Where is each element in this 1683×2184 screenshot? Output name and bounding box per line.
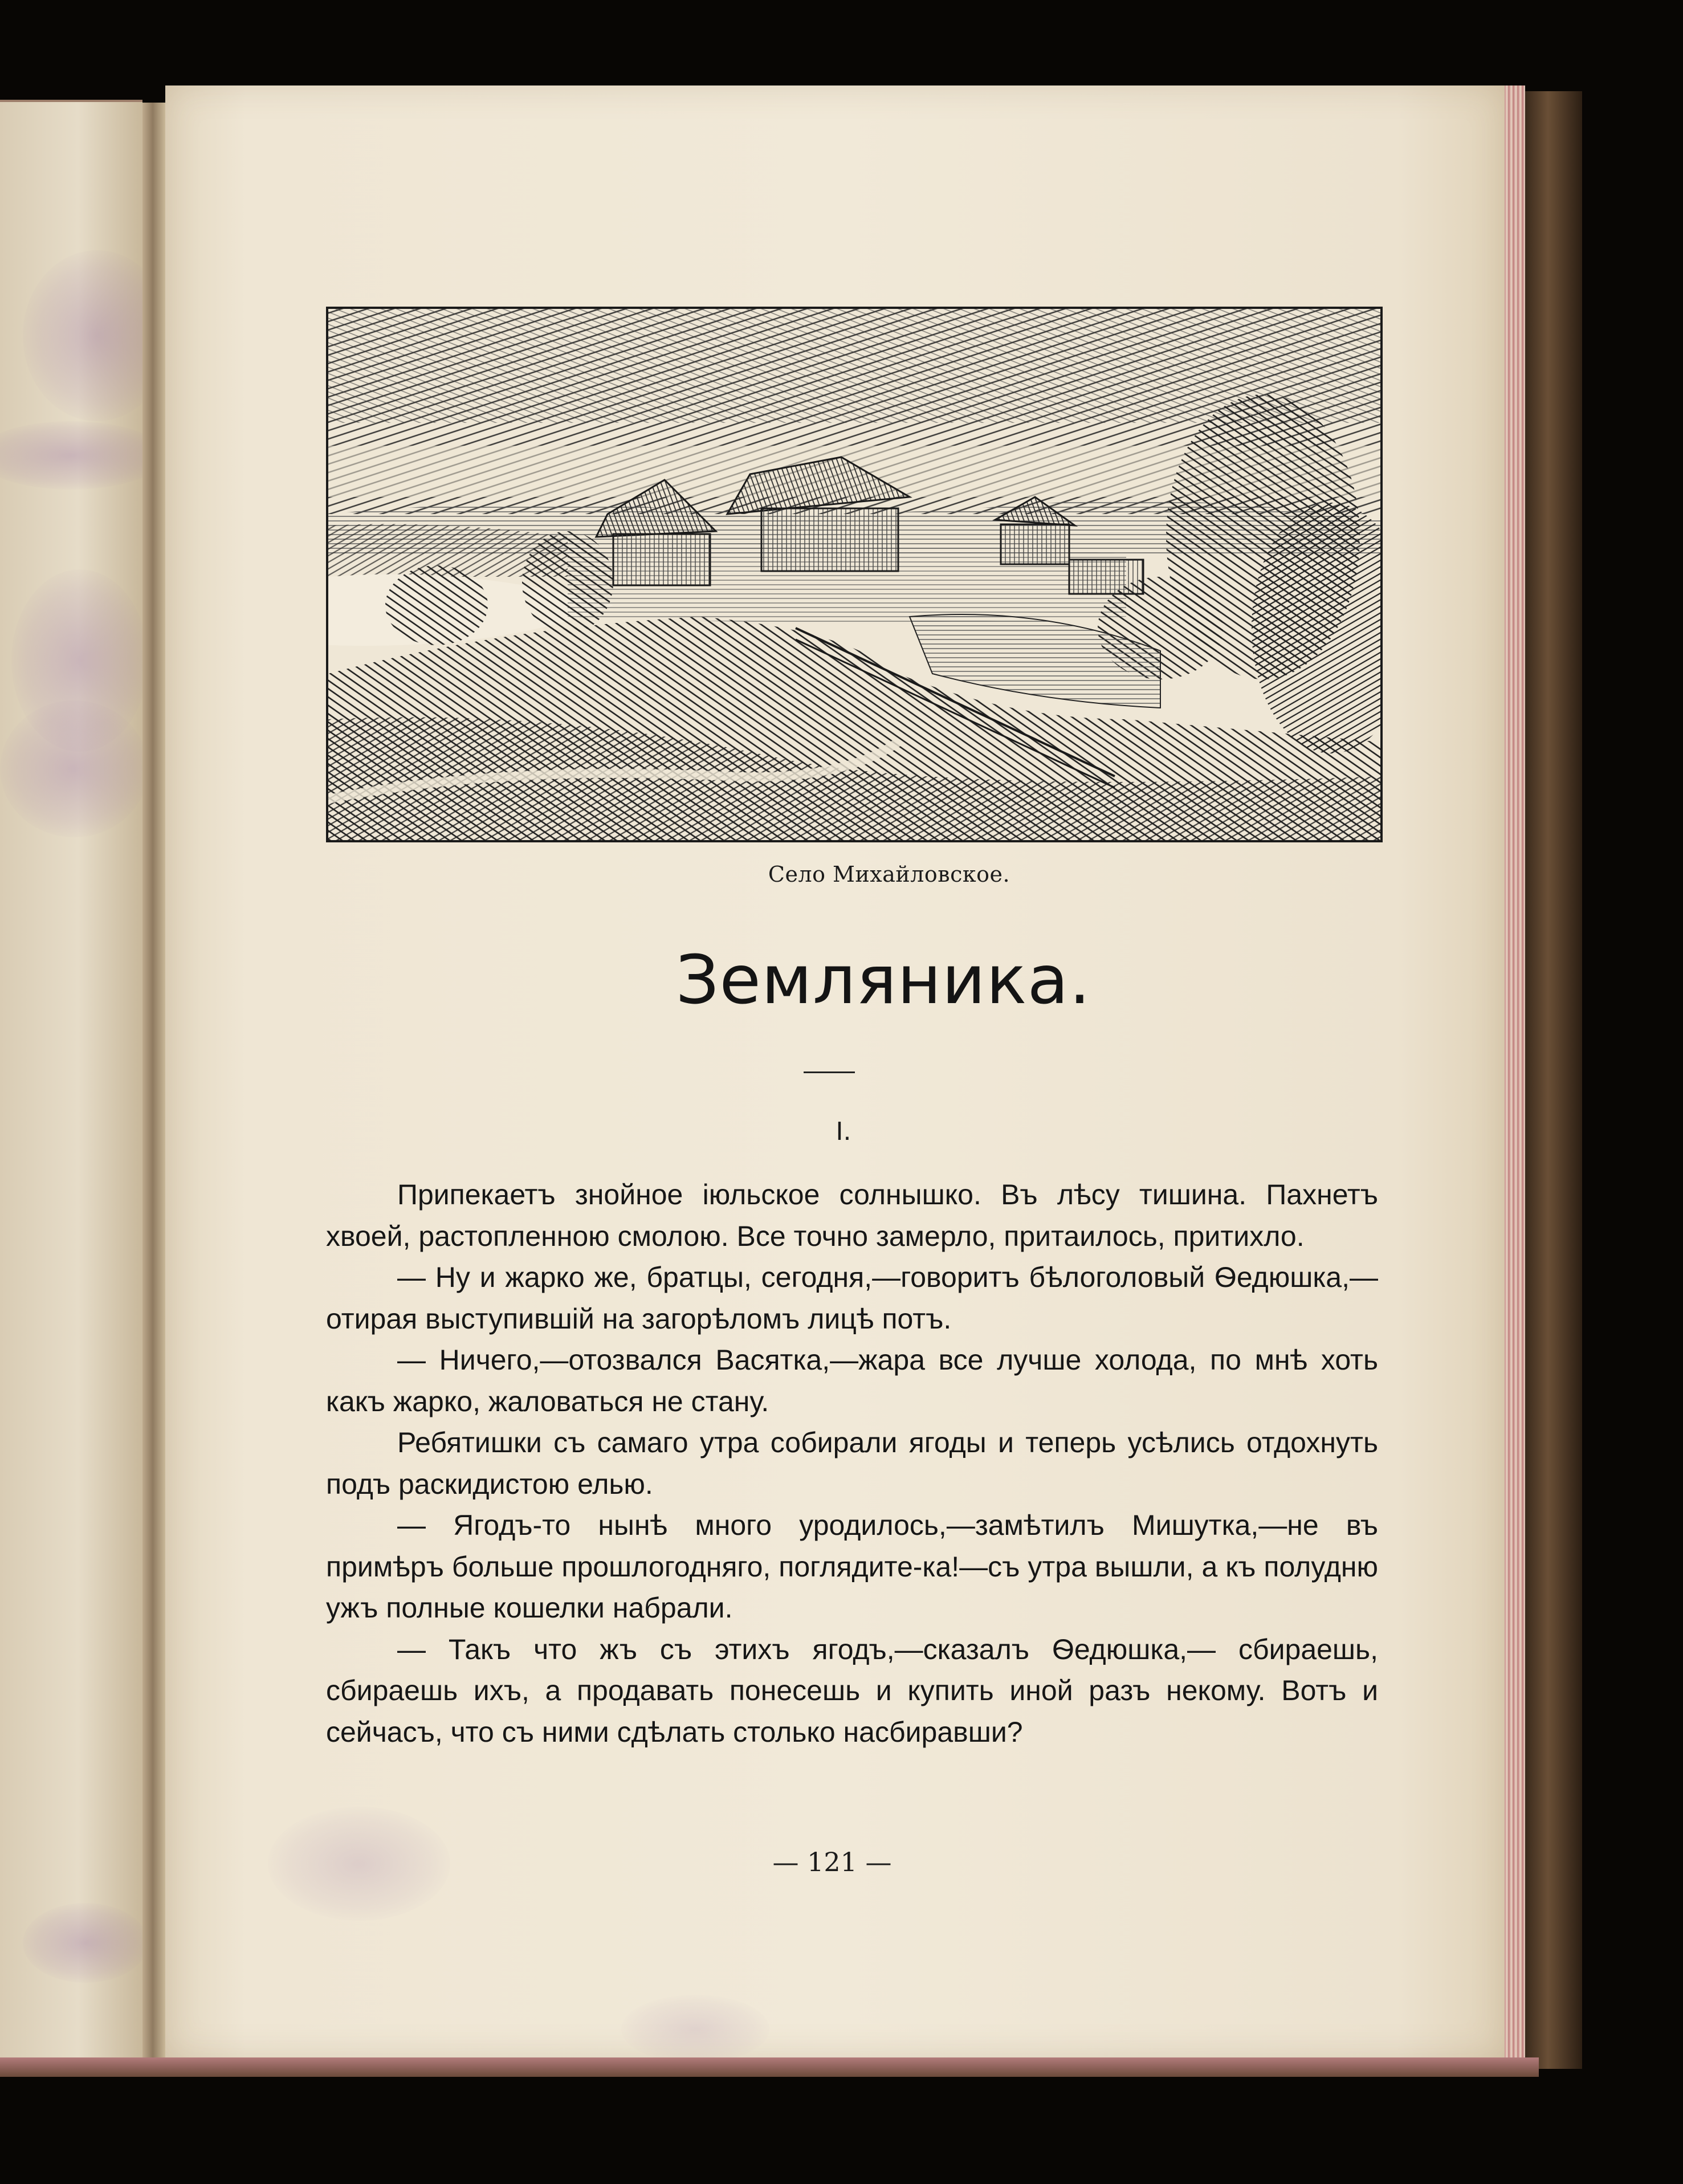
page-bottom-edge — [0, 2057, 1539, 2077]
book-cover — [1525, 91, 1582, 2069]
ink-stain — [0, 421, 165, 490]
paragraph: — Ну и жарко же, братцы, сегодня,—говоритъ бѣлоголовый Ѳедюшка,—отирая выступившій на загорѣломъ лицѣ потъ. — [326, 1261, 1378, 1335]
paragraph: Припекаетъ знойное іюльское солнышко. Въ лѣсу тишина. Пахнетъ хвоей, растопленною смолою. Все точно замерло, притаилось, притихло. — [326, 1179, 1378, 1252]
ink-stain — [268, 1807, 450, 1921]
engraving-drawing — [328, 309, 1380, 840]
page-edges — [1505, 85, 1525, 2057]
ink-stain — [621, 1995, 769, 2063]
paragraph: Ребятишки съ самаго утра собирали ягоды и теперь усѣлись отдохнуть подъ раскидистою елью. — [326, 1427, 1378, 1500]
story-body — [326, 1174, 1378, 1753]
chapter-number: I. — [836, 1117, 851, 1146]
paragraph: — Такъ что жъ съ этихъ ягодъ,—сказалъ Ѳедюшка,— сбираешь, сбираешь ихъ, а продавать понесешь и купить иной разъ некому. Вотъ и сейчасъ, что съ ними сдѣлать столько насбиравши? — [326, 1633, 1378, 1748]
illustration-caption: Село Михайловское. — [768, 862, 1010, 887]
story-title: Земляника. — [675, 940, 1091, 1019]
title-divider — [804, 1071, 855, 1073]
ink-stain — [23, 1903, 148, 1983]
book-spine — [142, 103, 165, 2063]
paragraph: — Ягодъ-то нынѣ много уродилось,—замѣтилъ Мишутка,—не въ примѣръ больше прошлогодняго, поглядите-ка!—съ утра вышли, а къ полудню ужъ полные кошелки набрали. — [326, 1509, 1378, 1624]
left-page — [0, 100, 142, 2063]
page-number: — 121 — — [772, 1847, 892, 1877]
ink-stain — [0, 700, 148, 837]
village-illustration — [326, 307, 1383, 842]
paragraph: — Ничего,—отозвался Васятка,—жара все лучше холода, по мнѣ хоть какъ жарко, жаловаться не стану. — [326, 1344, 1378, 1417]
